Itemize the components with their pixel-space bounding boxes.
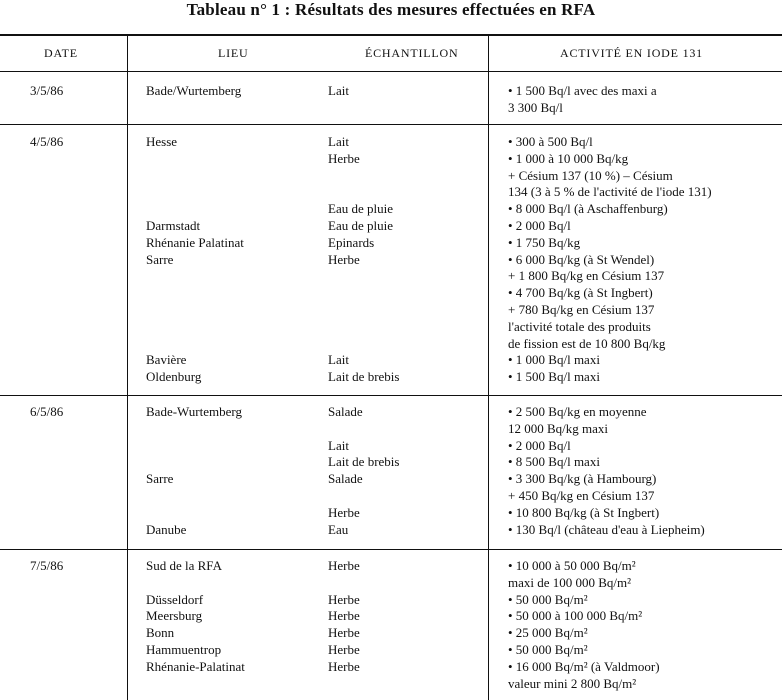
- table-title: Tableau n° 1 : Résultats des mesures effectuées en RFA: [186, 0, 596, 19]
- activite-cell: • 8 500 Bq/l maxi: [508, 454, 600, 470]
- activite-cell: • 1 000 à 10 000 Bq/kg: [508, 150, 629, 166]
- activite-cell: • 4 700 Bq/kg (à St Ingbert): [508, 285, 653, 301]
- echantillon-cell: Herbe: [328, 150, 360, 166]
- date-cell: 7/5/86: [30, 558, 64, 573]
- date-cell: 6/5/86: [30, 404, 64, 419]
- activite-cell: 12 000 Bq/kg maxi: [508, 420, 609, 436]
- activite-cell: • 300 à 500 Bq/l: [508, 134, 593, 149]
- activite-cell: • 10 000 à 50 000 Bq/m²: [508, 558, 636, 573]
- group-separator: [0, 395, 782, 396]
- header-echantillon: ÉCHANTILLON: [365, 46, 459, 60]
- echantillon-cell: Herbe: [328, 558, 360, 573]
- header-date: DATE: [44, 46, 78, 60]
- lieu-cell: Rhénanie-Palatinat: [146, 658, 245, 674]
- header-bottom-rule: [0, 71, 782, 72]
- lieu-cell: Bade-Wurtemberg: [146, 404, 242, 419]
- echantillon-cell: Herbe: [328, 591, 360, 607]
- lieu-cell: Bonn: [146, 625, 175, 641]
- activite-cell: • 25 000 Bq/m²: [508, 625, 588, 641]
- echantillon-cell: Lait: [328, 437, 349, 453]
- activite-cell: • 10 800 Bq/kg (à St Ingbert): [508, 504, 660, 520]
- activite-cell: • 1 000 Bq/l maxi: [508, 352, 600, 368]
- date-cell: 4/5/86: [30, 134, 64, 149]
- lieu-cell: Darmstadt: [146, 218, 201, 233]
- activite-cell: • 50 000 Bq/m²: [508, 642, 588, 657]
- echantillon-cell: Salade: [328, 404, 363, 419]
- activite-cell: + Césium 137 (10 %) – Césium: [508, 167, 673, 183]
- activite-cell: 134 (3 à 5 % de l'activité de l'iode 131): [508, 184, 712, 200]
- column-divider-1: [127, 34, 128, 700]
- echantillon-cell: Lait de brebis: [328, 369, 400, 385]
- activite-cell: • 50 000 à 100 000 Bq/m²: [508, 608, 643, 624]
- activite-cell: • 8 000 Bq/l (à Aschaffenburg): [508, 201, 668, 217]
- lieu-cell: Oldenburg: [146, 369, 202, 385]
- group-separator: [0, 124, 782, 125]
- echantillon-cell: Epinards: [328, 234, 375, 250]
- activite-cell: • 2 500 Bq/kg en moyenne: [508, 404, 647, 419]
- activite-cell: + 450 Bq/kg en Césium 137: [508, 488, 655, 503]
- lieu-cell: Bavière: [146, 352, 187, 368]
- activite-cell: l'activité totale des produits: [508, 318, 651, 334]
- lieu-cell: Meersburg: [146, 608, 203, 624]
- lieu-cell: Sarre: [146, 471, 174, 487]
- lieu-cell: Düsseldorf: [146, 591, 204, 607]
- activite-cell: 3 300 Bq/l: [508, 99, 563, 115]
- echantillon-cell: Salade: [328, 471, 363, 487]
- echantillon-cell: Herbe: [328, 251, 360, 267]
- echantillon-cell: Herbe: [328, 658, 360, 674]
- lieu-cell: Hesse: [146, 134, 178, 149]
- activite-cell: maxi de 100 000 Bq/m²: [508, 574, 632, 590]
- echantillon-cell: Eau de pluie: [328, 201, 393, 217]
- activite-cell: • 1 500 Bq/l avec des maxi a: [508, 83, 657, 98]
- activite-cell: • 50 000 Bq/m²: [508, 591, 588, 607]
- echantillon-cell: Herbe: [328, 642, 360, 657]
- group-separator: [0, 549, 782, 550]
- activite-cell: • 2 000 Bq/l: [508, 437, 571, 453]
- activite-cell: • 2 000 Bq/l: [508, 218, 571, 233]
- echantillon-cell: Eau de pluie: [328, 218, 393, 233]
- column-divider-2: [488, 34, 489, 700]
- lieu-cell: Sarre: [146, 251, 174, 267]
- echantillon-cell: Eau: [328, 521, 349, 537]
- activite-cell: + 1 800 Bq/kg en Césium 137: [508, 268, 665, 284]
- activite-cell: • 1 750 Bq/kg: [508, 234, 581, 250]
- echantillon-cell: Herbe: [328, 608, 360, 624]
- table-top-rule: [0, 34, 782, 36]
- header-lieu: LIEU: [218, 46, 249, 60]
- echantillon-cell: Lait: [328, 134, 349, 149]
- activite-cell: + 780 Bq/kg en Césium 137: [508, 302, 655, 317]
- echantillon-cell: Lait de brebis: [328, 454, 400, 470]
- activite-cell: • 130 Bq/l (château d'eau à Liepheim): [508, 521, 705, 537]
- echantillon-cell: Herbe: [328, 504, 360, 520]
- echantillon-cell: Herbe: [328, 625, 360, 641]
- activite-cell: valeur mini 2 800 Bq/m²: [508, 675, 637, 691]
- echantillon-cell: Lait: [328, 352, 349, 368]
- activite-cell: • 3 300 Bq/kg (à Hambourg): [508, 471, 657, 487]
- activite-cell: de fission est de 10 800 Bq/kg: [508, 335, 666, 351]
- lieu-cell: Sud de la RFA: [146, 558, 222, 573]
- activite-cell: • 6 000 Bq/kg (à St Wendel): [508, 251, 655, 267]
- lieu-cell: Bade/Wurtemberg: [146, 83, 242, 98]
- lieu-cell: Danube: [146, 521, 187, 537]
- activite-cell: • 16 000 Bq/m² (à Valdmoor): [508, 658, 660, 674]
- header-activite: ACTIVITÉ EN IODE 131: [560, 46, 703, 60]
- date-cell: 3/5/86: [30, 83, 64, 98]
- lieu-cell: Rhénanie Palatinat: [146, 234, 244, 250]
- echantillon-cell: Lait: [328, 83, 349, 98]
- lieu-cell: Hammuentrop: [146, 642, 222, 657]
- activite-cell: • 1 500 Bq/l maxi: [508, 369, 600, 385]
